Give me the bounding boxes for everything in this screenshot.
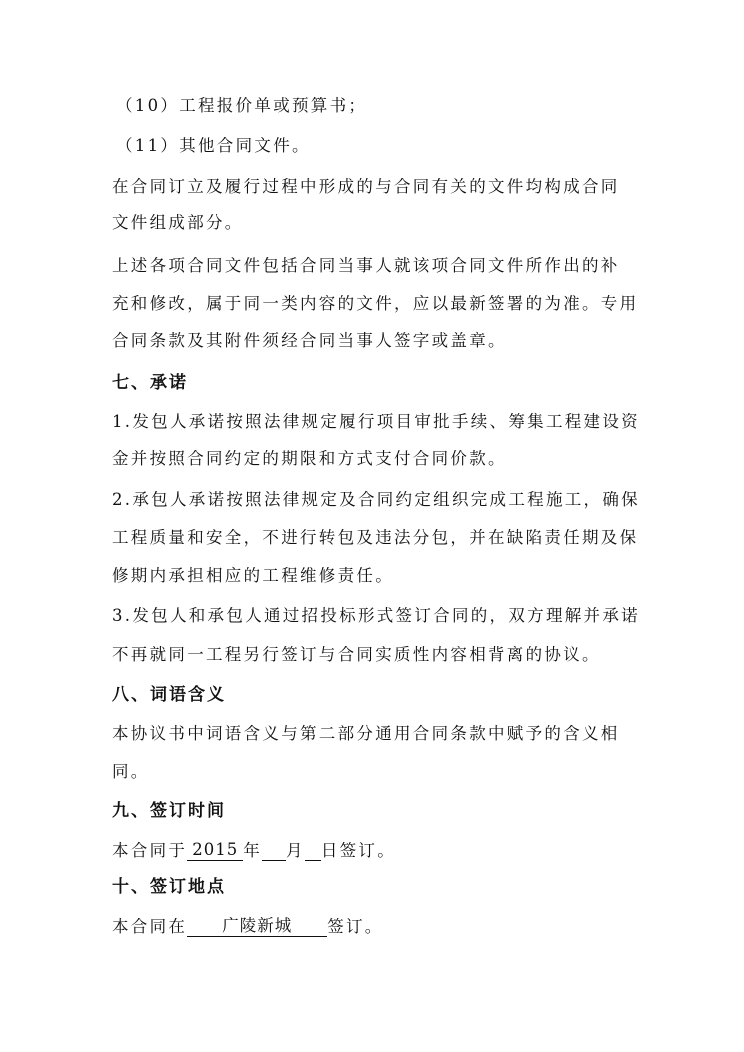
definitions-line-2: 同。 <box>112 762 150 781</box>
list-item-11: （11）其他合同文件。 <box>116 136 311 155</box>
month-unit: 月 <box>286 841 305 860</box>
section-8-heading: 八、词语含义 <box>112 685 226 705</box>
paragraph-docs-line-1: 在合同订立及履行过程中形成的与合同有关的文件均构成合同 <box>112 177 620 196</box>
section-10-heading: 十、签订地点 <box>112 877 226 897</box>
commitment-3-line-1: 3.发包人和承包人通过招投标形式签订合同的，双方理解并承诺 <box>112 606 640 625</box>
signing-date-prefix: 本合同于 <box>112 841 188 860</box>
section-9-heading: 九、签订时间 <box>112 801 226 821</box>
day-suffix: 日签订。 <box>320 841 397 860</box>
signing-place-suffix: 签订。 <box>327 917 384 936</box>
signing-place-prefix: 本合同在 <box>112 917 188 936</box>
commitment-2-line-2: 工程质量和安全，不进行转包及违法分包，并在缺陷责任期及保 <box>112 528 639 547</box>
year-unit: 年 <box>243 841 263 860</box>
commitment-2-line-1: 2.承包人承诺按照法律规定及合同约定组织完成工程施工，确保 <box>112 490 640 509</box>
place-field[interactable]: 广陵新城 <box>187 917 327 937</box>
commitment-1-line-2: 金并按照合同约定的期限和方式支付合同价款。 <box>112 449 507 468</box>
signing-place-line <box>112 917 384 937</box>
list-item-10: （10）工程报价单或预算书； <box>116 96 368 115</box>
paragraph-supplement-line-3: 合同条款及其附件须经合同当事人签字或盖章。 <box>112 331 507 350</box>
commitment-1-line-1: 1.发包人承诺按照法律规定履行项目审批手续、筹集工程建设资 <box>112 412 640 431</box>
signing-date-line <box>112 841 396 861</box>
section-7-heading: 七、承诺 <box>112 373 188 393</box>
year-field[interactable]: 2015 <box>187 841 243 861</box>
month-field[interactable] <box>262 841 286 861</box>
paragraph-supplement-line-2: 充和修改，属于同一类内容的文件，应以最新签署的为准。专用 <box>112 294 639 313</box>
paragraph-supplement-line-1: 上述各项合同文件包括合同当事人就该项合同文件所作出的补 <box>112 256 620 275</box>
commitment-3-line-2: 不再就同一工程另行签订与合同实质性内容相背离的协议。 <box>112 645 601 664</box>
definitions-line-1: 本协议书中词语含义与第二部分通用合同条款中赋予的含义相 <box>112 724 620 743</box>
commitment-2-line-3: 修期内承担相应的工程维修责任。 <box>112 566 394 585</box>
day-field[interactable] <box>305 841 321 861</box>
paragraph-docs-line-2: 文件组成部分。 <box>112 213 244 232</box>
